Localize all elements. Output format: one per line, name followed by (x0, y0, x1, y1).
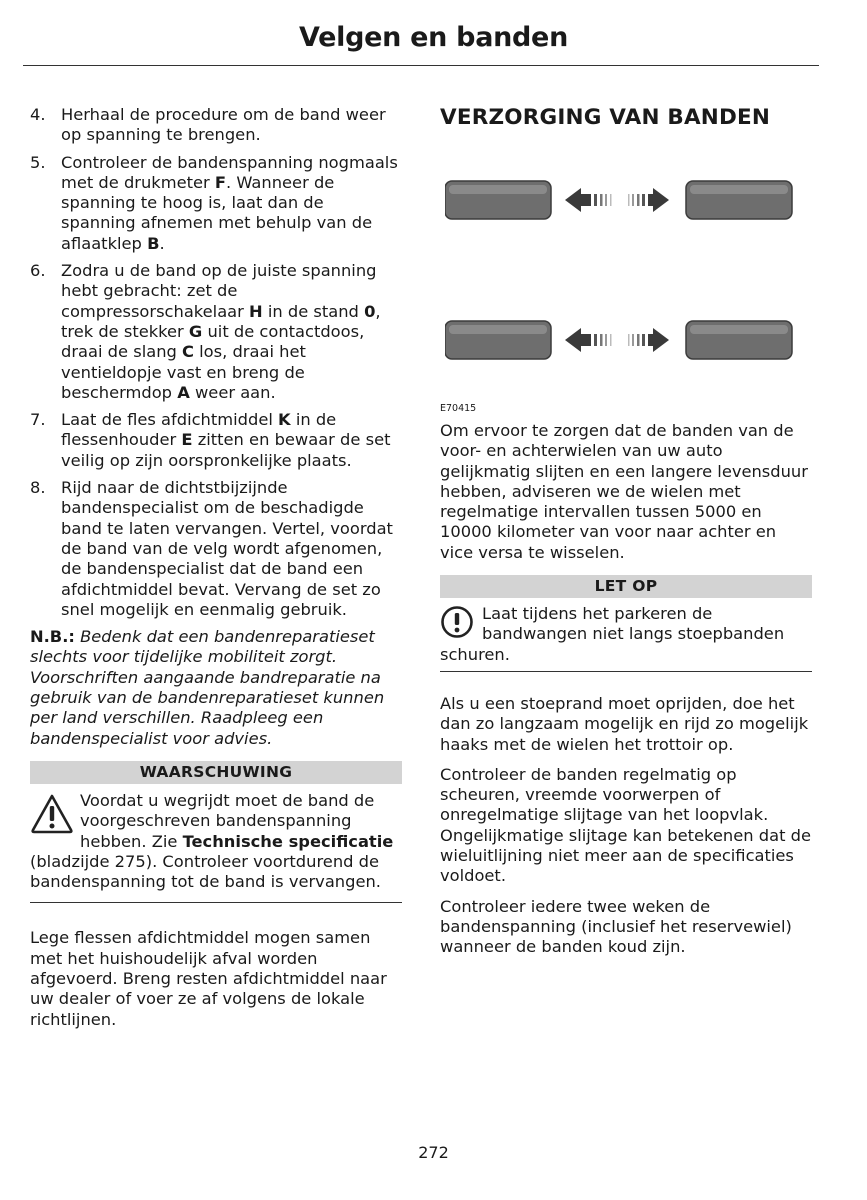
procedure-step (30, 478, 402, 620)
tire-icon (686, 181, 792, 219)
tire-care-paragraphs (440, 694, 812, 958)
step-number: 7. (30, 410, 46, 430)
page-title: Velgen en banden (298, 22, 568, 53)
curb-paragraph: Als u een stoeprand moet oprijden, doe het dan zo langzaam mogelijk en rijd zo mogelijk haaks met de wielen het trottoir op. (440, 693, 809, 754)
warning-text-after: (bladzijde 275). Controleer voortdurend de bandenspanning tot de band is vervangen. (30, 851, 381, 892)
part-label: 0 (364, 301, 376, 321)
step-text: . (159, 233, 165, 253)
tire-icon (445, 321, 551, 359)
disposal-paragraph: Lege flessen afdichtmiddel mogen samen met het huishoudelijk afval worden afgevoerd. Breng resten afdichtmiddel naar uw dealer of voer ze af volgens de lokale richtlijnen. (30, 928, 387, 1029)
tire-rotation-row-bottom (445, 320, 813, 360)
step-text: los, draai het ventieldopje vast en breng de beschermdop (61, 342, 306, 402)
procedure-steps (30, 105, 402, 620)
part-label: G (188, 321, 203, 341)
procedure-step (30, 261, 402, 403)
step-text: in de flessenhouder (61, 410, 337, 450)
tire-rotation-row-top (445, 180, 813, 220)
note-text: Bedenk dat een bandenreparatieset slechts voor tijdelijke mobiliteit zorgt. Voorschriften aangaande bandreparatie na gebruik van de bandenreparatieset kunnen per land verschillen. Raadpleeg een bandenspecialist voor advies. (30, 627, 385, 748)
step-text: in de stand (262, 301, 365, 321)
tire-icon (686, 321, 792, 359)
procedure-step (30, 105, 402, 146)
step-number: 4. (30, 105, 46, 124)
swap-arrows-icon (565, 188, 669, 212)
part-label: H (249, 301, 263, 321)
tire-rotation-figure (440, 147, 812, 414)
step-text: weer aan. (189, 382, 276, 402)
rotation-intro-paragraph: Om ervoor te zorgen dat de banden van de voor- en achterwielen van uw auto gelijkmatig slijten en een langere levensduur hebben, adviseren we de wielen met regelmatige intervallen tussen 5000 en 10000 kilometer van voor naar achter en vice versa te wisselen. (440, 421, 808, 562)
part-label: F (214, 172, 227, 192)
procedure-step (30, 153, 402, 254)
step-number: 8. (30, 478, 46, 498)
step-text: Herhaal de procedure om de band weer op spanning te brengen. (61, 105, 386, 145)
step-text: Zodra u de band op de juiste spanning hebt gebracht: zet de compressorschakelaar (61, 261, 377, 321)
caution-header: LET OP (440, 575, 812, 598)
part-label: K (278, 410, 291, 430)
step-number: 6. (30, 261, 46, 281)
part-label: C (182, 342, 194, 362)
warning-link-technische-specificatie[interactable]: Technische specificatie (182, 831, 394, 851)
caution-circle-icon (440, 605, 474, 639)
part-label: B (147, 233, 160, 253)
figure-label: E70415 (440, 403, 477, 414)
page-number: 272 (418, 1143, 449, 1162)
part-label: A (177, 382, 190, 402)
note-label: N.B.: (30, 627, 75, 647)
warning-text-before: Voordat u wegrijdt moet de band de voorgeschreven bandenspanning hebben. Zie (80, 790, 375, 851)
step-text: zitten en bewaar de set veilig op zijn oorspronkelijke plaats. (61, 430, 391, 470)
warning-body (30, 784, 402, 903)
procedure-step (30, 410, 402, 471)
title-divider (23, 65, 819, 66)
part-label: E (181, 430, 193, 450)
warning-header: WAARSCHUWING (30, 761, 402, 784)
inspection-paragraph: Controleer de banden regelmatig op scheuren, vreemde voorwerpen of onregelmatige slijtage van het loopvlak. Ongelijkmatige slijtage kan betekenen dat de wieluitlijning niet meer aan de specificaties voldoet. (440, 764, 811, 886)
step-text: Rijd naar de dichtstbijzijnde bandenspecialist om de beschadigde band te laten vervangen. Vertel, voordat de band van de velg wordt afgenomen, de bandenspecialist dat de band een afdichtmiddel bevat. Vervang de set zo snel mogelijk en eenmalig gebruik. (61, 478, 393, 619)
caution-box (440, 575, 812, 672)
left-column (30, 105, 402, 1040)
caution-body (440, 598, 812, 672)
step-number: 5. (30, 152, 46, 172)
swap-arrows-icon (565, 328, 669, 352)
caution-text: Laat tijdens het parkeren de bandwangen niet langs stoepbanden schuren. (440, 604, 785, 664)
step-text: , trek de stekker (61, 301, 381, 341)
note-paragraph (30, 627, 402, 749)
section-heading: VERZORGING VAN BANDEN (440, 105, 771, 130)
step-text: Controleer de bandenspanning nogmaals met de drukmeter (61, 152, 398, 192)
warning-box (30, 761, 402, 903)
warning-triangle-icon (30, 792, 74, 836)
tire-icon (445, 181, 551, 219)
step-text: Laat de fles afdichtmiddel (61, 410, 279, 430)
pressure-check-paragraph: Controleer iedere twee weken de bandenspanning (inclusief het reservewiel) wanneer de banden koud zijn. (440, 896, 792, 957)
right-column (440, 105, 812, 968)
step-text: uit de contactdoos, draai de slang (61, 321, 365, 362)
step-text: . Wanneer de spanning te hoog is, laat dan de spanning afnemen met behulp van de aflaatklep (61, 172, 373, 253)
